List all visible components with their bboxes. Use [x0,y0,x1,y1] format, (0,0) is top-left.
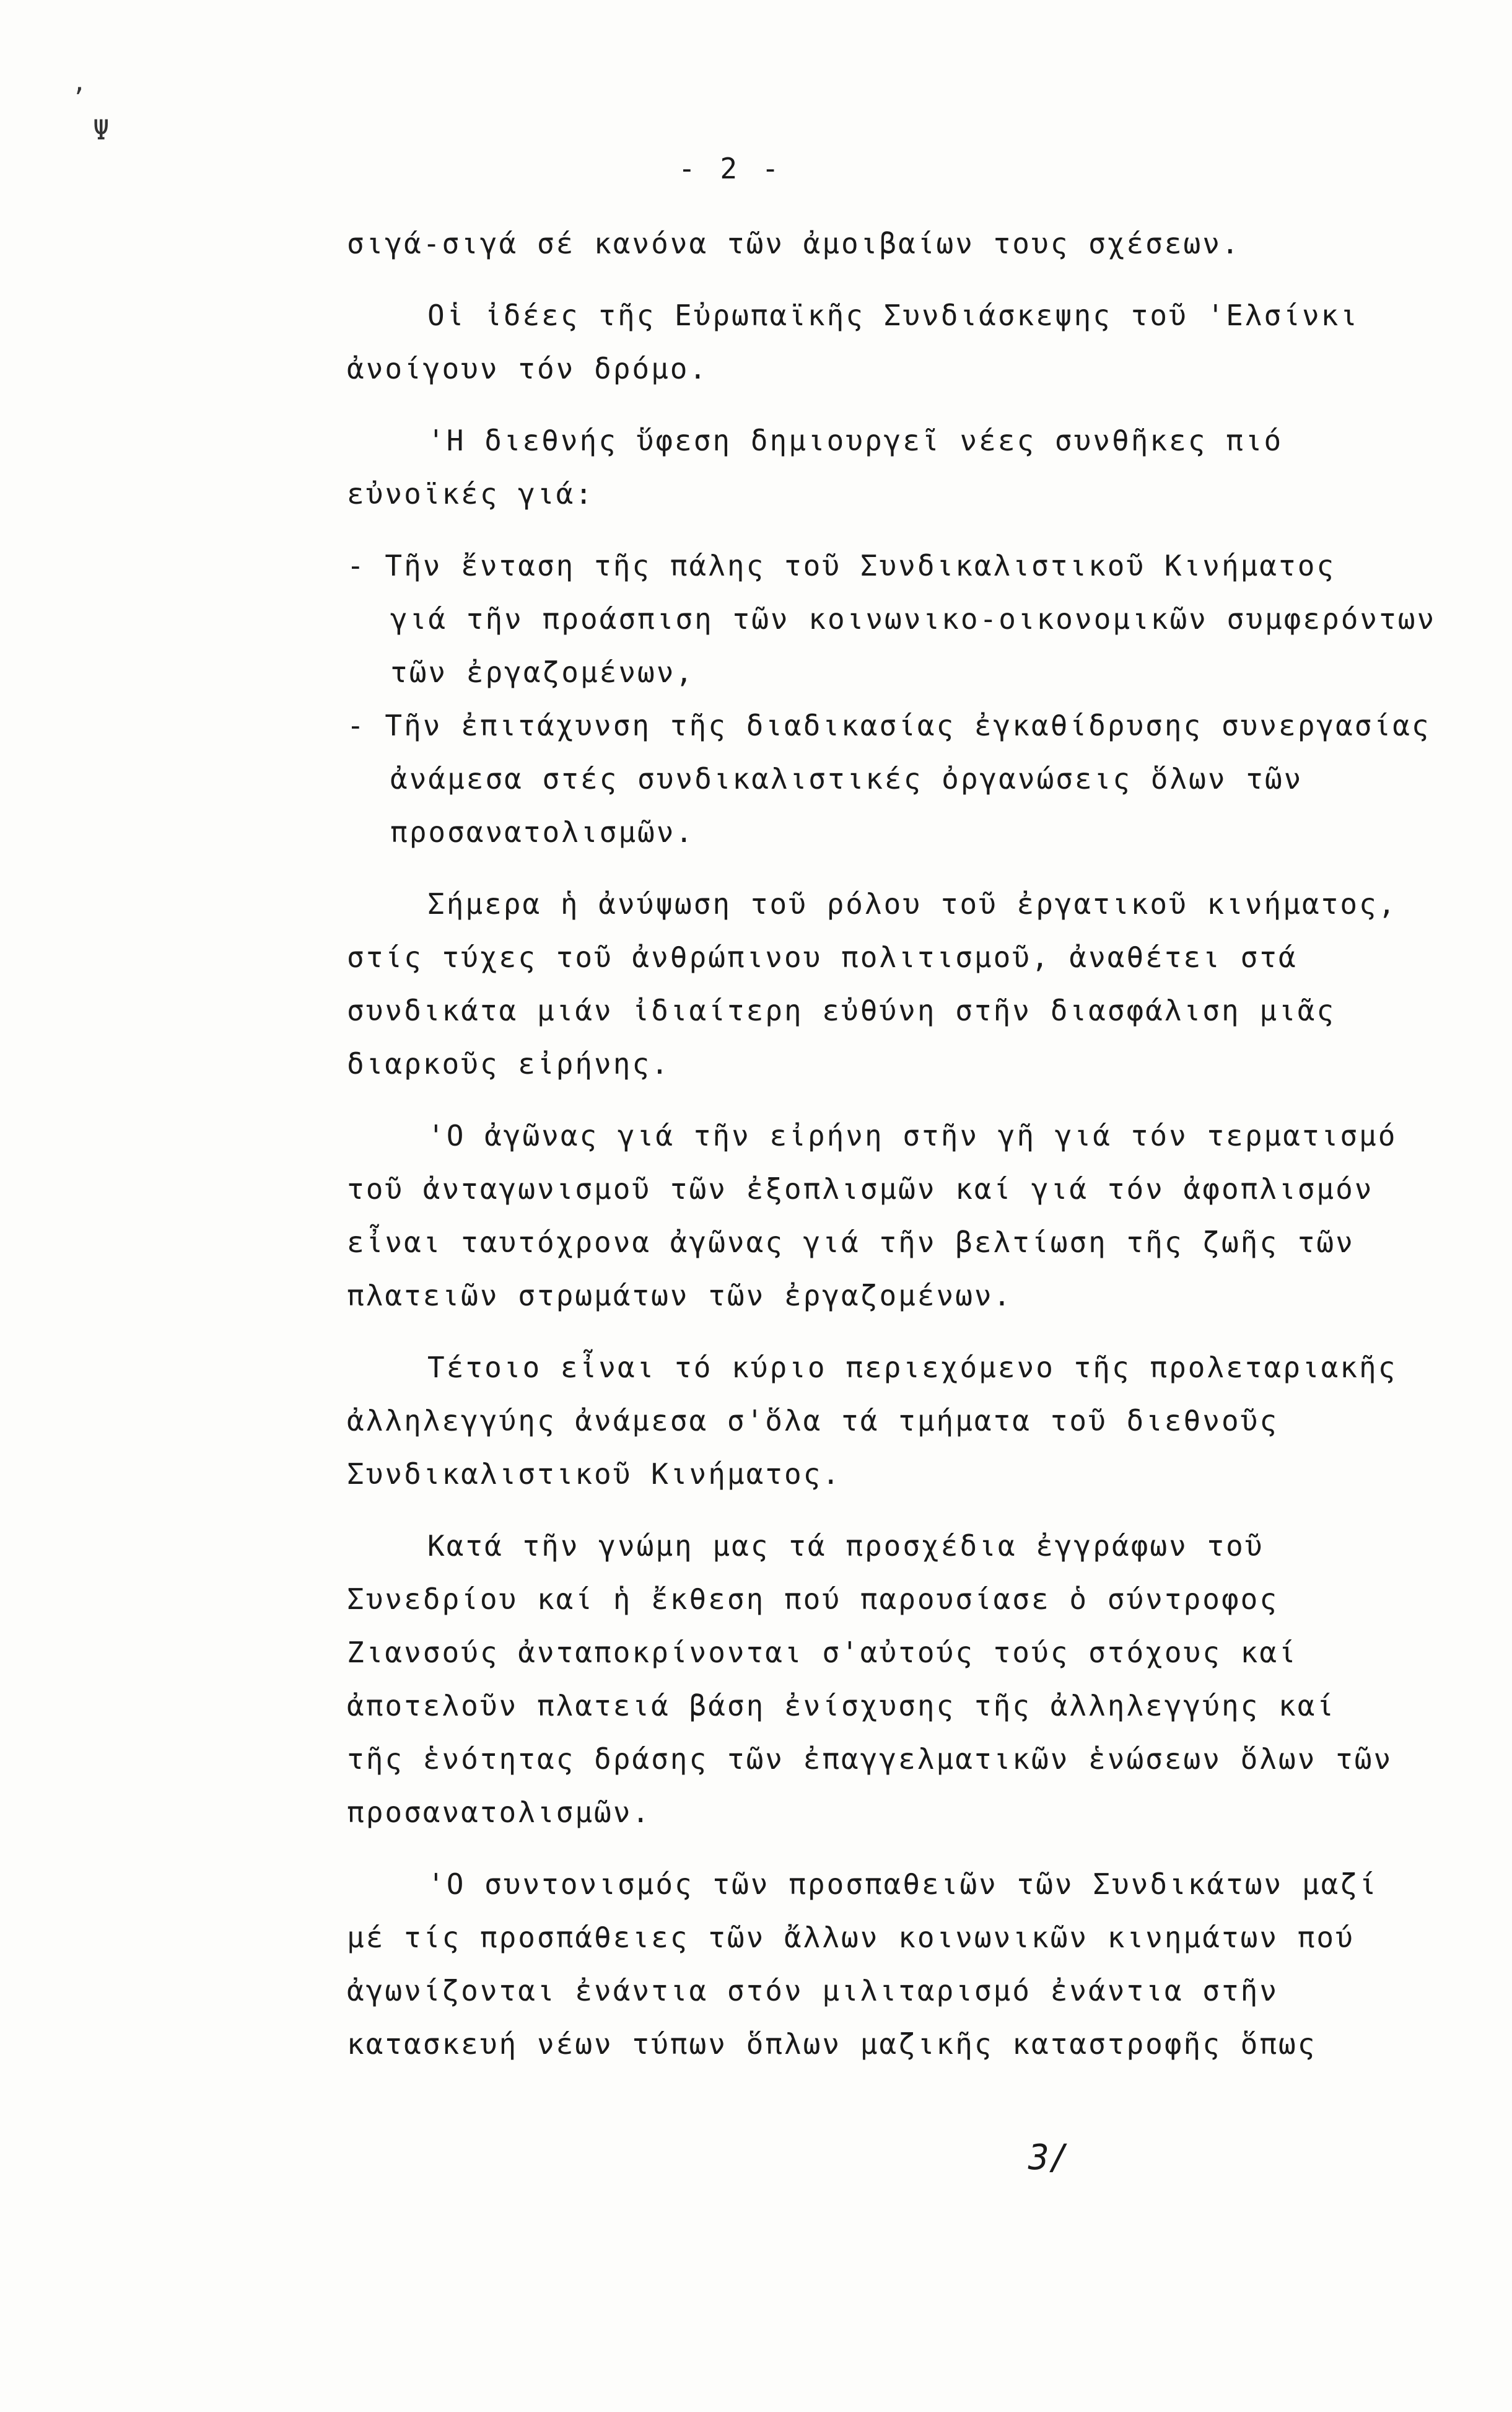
text-line: πλατειῶν στρωμάτων τῶν ἐργαζομένων. [347,1279,1013,1312]
text-line: Σήμερα ἡ ἀνύψωση τοῦ ρόλου τοῦ ἐργατικοῦ κινήματος, [427,887,1397,921]
text-line: Συνεδρίου καί ἡ ἔκθεση πού παρουσίασε ὁ σύντροφος [347,1582,1279,1616]
text-line: προσανατολισμῶν. [390,815,695,849]
text-line: στίς τύχες τοῦ ἀνθρώπινου πολιτισμοῦ, ἀναθέτει στά [347,941,1298,974]
text-line: 'Η διεθνής ὕφεση δημιουργεῖ νέες συνθῆκες πιό [427,424,1283,457]
text-line: Κατά τῆν γνώμη μας τά προσχέδια ἐγγράφων τοῦ [427,1529,1264,1563]
text-line: γιά τῆν προάσπιση τῶν κοινωνικο-οικονομικῶν συμφερόντων [390,602,1436,636]
text-line: συνδικάτα μιάν ἰδιαίτερη εὐθύνη στῆν διασφάλιση μιᾶς [347,994,1336,1027]
text-line: ἀνάμεσα στές συνδικαλιστικές ὀργανώσεις ὅλων τῶν [390,762,1303,796]
body-text [347,217,1436,2071]
text-line: κατασκευή νέων τύπων ὅπλων μαζικῆς καταστροφῆς ὅπως [347,2027,1317,2061]
next-page-reference: 3/ [1028,2138,1070,2178]
text-line: ἀνοίγουν τόν δρόμο. [347,352,709,385]
stray-mark: ʼ [71,84,87,112]
stray-mark: Ψ [93,115,110,146]
list-item: - Τῆν ἐπιτάχυνση τῆς διαδικασίας ἐγκαθίδρυσης συνεργασίας [347,709,1431,742]
text-line: Συνδικαλιστικοῦ Κινήματος. [347,1457,842,1491]
text-line: τῆς ἑνότητας δράσης τῶν ἐπαγγελματικῶν ἑνώσεων ὅλων τῶν [347,1742,1393,1776]
text-line: ἀποτελοῦν πλατειά βάση ἐνίσχυσης τῆς ἀλληλεγγύης καί [347,1689,1336,1722]
text-line: σιγά-σιγά σέ κανόνα τῶν ἀμοιβαίων τους σχέσεων. [347,227,1241,260]
text-line: διαρκοῦς εἰρήνης. [347,1047,670,1081]
text-line: ἀλληλεγγύης ἀνάμεσα σ'ὅλα τά τμήματα τοῦ διεθνοῦς [347,1404,1279,1437]
text-line: εὐνοϊκές γιά: [347,477,595,511]
text-line: μέ τίς προσπάθειες τῶν ἄλλων κοινωνικῶν κινημάτων πού [347,1921,1355,1954]
text-line: προσανατολισμῶν. [347,1796,652,1829]
text-line: ἀγωνίζονται ἐνάντια στόν μιλιταρισμό ἐνάντια στῆν [347,1974,1279,2007]
list-item: - Τῆν ἔνταση τῆς πάλης τοῦ Συνδικαλιστικοῦ Κινήματος [347,549,1336,582]
text-line: εἶναι ταυτόχρονα ἀγῶνας γιά τῆν βελτίωση τῆς ζωῆς τῶν [347,1226,1355,1259]
text-line: τοῦ ἀνταγωνισμοῦ τῶν ἐξοπλισμῶν καί γιά τόν ἀφοπλισμόν [347,1172,1374,1206]
text-line: 'Ο ἀγῶνας γιά τῆν εἰρήνη στῆν γῆ γιά τόν τερματισμό [427,1119,1397,1152]
text-line: Οἱ ἰδέες τῆς Εὐρωπαϊκῆς Συνδιάσκεψης τοῦ 'Ελσίνκι [427,299,1360,332]
text-line: Τέτοιο εἶναι τό κύριο περιεχόμενο τῆς προλεταριακῆς [427,1351,1397,1384]
text-line: τῶν ἐργαζομένων, [390,656,695,689]
page-number: - 2 - [678,152,783,185]
text-line: 'Ο συντονισμός τῶν προσπαθειῶν τῶν Συνδικάτων μαζί [427,1867,1378,1901]
text-line: Ζιανσούς ἀνταποκρίνονται σ'αὐτούς τούς στόχους καί [347,1636,1298,1669]
